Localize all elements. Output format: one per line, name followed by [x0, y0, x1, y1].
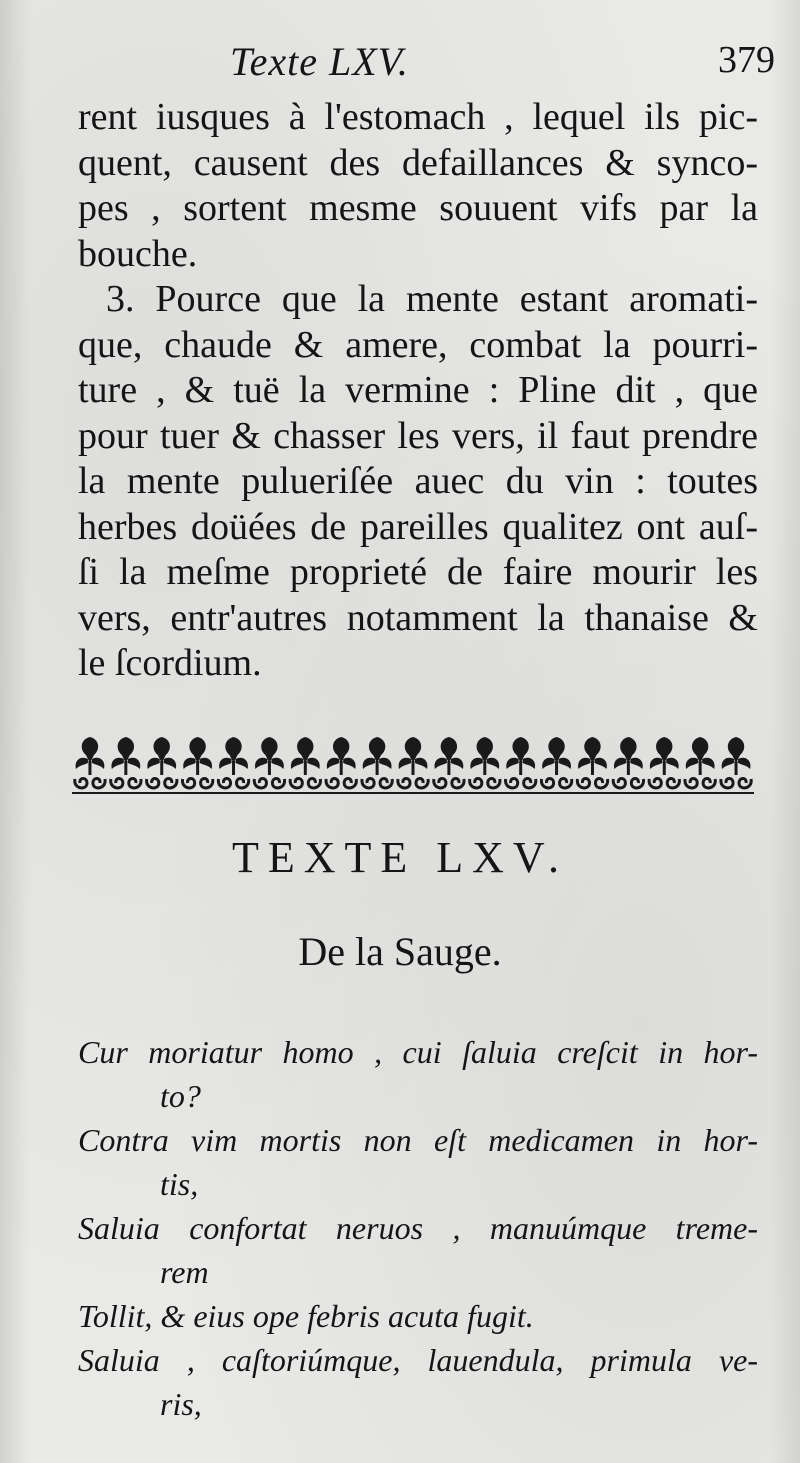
verse-line: Contra vim mortis non eſt medicamen in hor-	[78, 1122, 758, 1158]
body-text	[78, 95, 758, 687]
fleuron-scroll-icon	[272, 779, 284, 788]
fleuron-scroll-icon	[254, 779, 266, 788]
fleuron-scroll-icon	[613, 779, 625, 788]
latin-verse	[78, 1030, 758, 1426]
fleuron-flower-icon	[291, 737, 320, 775]
fleuron-flower-icon	[111, 737, 140, 775]
body-line: pes , sortent mesme souuent vifs par la	[78, 187, 758, 229]
fleuron-flower-icon	[614, 737, 643, 775]
fleuron-scroll-icon	[147, 779, 159, 788]
body-line: que, chaude & amere, combat la pourri-	[78, 323, 758, 366]
fleuron-flower-icon	[255, 737, 284, 775]
fleuron-scroll-icon	[595, 779, 607, 788]
fleuron-scroll-icon	[434, 779, 446, 788]
fleuron-scroll-icon	[129, 779, 141, 788]
fleuron-scroll-icon	[506, 779, 518, 788]
fleuron-scroll-icon	[111, 779, 123, 788]
fleuron-scroll-icon	[344, 779, 356, 788]
fleuron-scroll-icon	[380, 779, 392, 788]
fleuron-flower-icon	[435, 737, 464, 775]
fleuron-flower-icon	[363, 737, 392, 775]
fleuron-scroll-icon	[541, 779, 553, 788]
verse-line: rem	[160, 1254, 209, 1290]
body-line: rent iusques à l'estomach , lequel ils pic-	[78, 96, 758, 138]
verse-line: Cur moriatur homo , cui ſaluia creſcit in hor-	[78, 1034, 758, 1070]
fleuron-scroll-icon	[308, 779, 320, 788]
body-line: 3. Pource que la mente estant aromati-	[106, 278, 758, 320]
verse-line: tis,	[160, 1166, 199, 1202]
verse-line: ris,	[160, 1386, 202, 1422]
verse-line: Saluia , caſtoriúmque, lauendula, primula ve-	[78, 1342, 758, 1378]
body-line: pour tuer & chasser les vers, il faut prendre	[78, 414, 758, 457]
fleuron-scroll-icon	[362, 779, 374, 788]
fleuron-scroll-icon	[577, 779, 589, 788]
fleuron-flower-icon	[686, 737, 715, 775]
fleuron-flower-icon	[470, 737, 499, 775]
fleuron-scroll-icon	[201, 779, 213, 788]
section-subheading: De la Sauge.	[298, 929, 502, 974]
body-line: vers, entr'autres notamment la thanaise &	[78, 596, 758, 639]
body-line: quent, causent des defaillances & synco-	[78, 141, 758, 184]
fleuron-scroll-icon	[721, 779, 733, 788]
body-line: le ſcordium.	[78, 642, 262, 684]
fleuron-flower-icon	[542, 737, 571, 775]
fleuron-flower-icon	[219, 737, 248, 775]
fleuron-scroll-icon	[218, 779, 230, 788]
fleuron-flower-icon	[506, 737, 535, 775]
running-head	[230, 38, 775, 88]
fleuron-scroll-icon	[165, 779, 177, 788]
fleuron-scroll-icon	[326, 779, 338, 788]
fleuron-scroll-icon	[667, 779, 679, 788]
fleuron-scroll-icon	[739, 779, 751, 788]
fleuron-scroll-icon	[631, 779, 643, 788]
fleuron-flower-icon	[147, 737, 176, 775]
running-head-title: Texte LXV.	[230, 39, 409, 84]
fleuron-flower-icon	[578, 737, 607, 775]
page-number: 379	[718, 39, 775, 81]
fleuron-scroll-icon	[398, 779, 410, 788]
body-line: ſi la meſme proprieté de faire mourir les	[78, 551, 758, 593]
fleuron-flower-icon	[722, 737, 751, 775]
verse-line: Saluia confortat neruos , manuúmque treme-	[78, 1210, 758, 1246]
fleuron-ornament-band	[72, 733, 754, 801]
fleuron-scroll-icon	[649, 779, 661, 788]
fleuron-scroll-icon	[488, 779, 500, 788]
fleuron-scroll-icon	[560, 779, 572, 788]
body-line: herbes doüées de pareilles qualitez ont auſ-	[78, 505, 758, 548]
fleuron-scroll-icon	[75, 779, 87, 788]
fleuron-flower-icon	[399, 737, 428, 775]
verse-line: Tollit, & eius ope febris acuta fugit.	[78, 1298, 534, 1334]
fleuron-scroll-icon	[182, 779, 194, 788]
fleuron-scroll-icon	[524, 779, 536, 788]
fleuron-flower-icon	[76, 737, 105, 775]
body-line: ture , & tuë la vermine : Pline dit , que	[78, 369, 758, 411]
fleuron-scroll-icon	[237, 779, 249, 788]
fleuron-scroll-icon	[470, 779, 482, 788]
body-line: bouche.	[78, 232, 198, 275]
fleuron-flower-icon	[327, 737, 356, 775]
fleuron-flower-icon	[183, 737, 212, 775]
section-heading: TEXTE LXV.	[231, 833, 569, 882]
fleuron-scroll-icon	[416, 779, 428, 788]
fleuron-scroll-icon	[290, 779, 302, 788]
fleuron-scroll-icon	[452, 779, 464, 788]
fleuron-scroll-icon	[93, 779, 105, 788]
fleuron-scroll-icon	[703, 779, 715, 788]
verse-line: to?	[160, 1078, 201, 1114]
fleuron-flower-icon	[650, 737, 679, 775]
body-line: la mente pulueriſée auec du vin : toutes	[78, 460, 758, 502]
fleuron-scroll-icon	[685, 779, 697, 788]
